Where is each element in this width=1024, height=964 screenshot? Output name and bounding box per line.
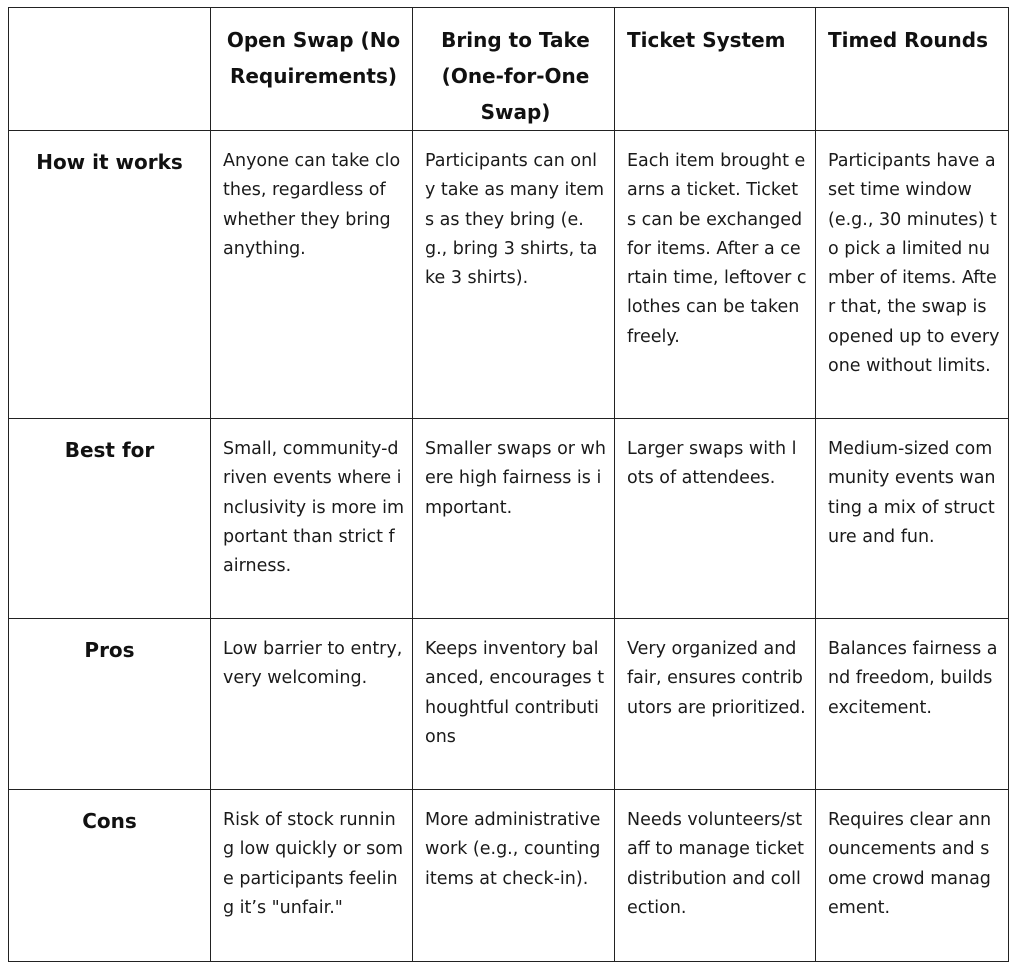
row-header xyxy=(9,790,211,962)
row-header xyxy=(9,131,211,419)
table-row xyxy=(9,131,1009,419)
table-cell xyxy=(816,790,1009,962)
cell-text: Participants can only take as many items as they bring (e.g., bring 3 shirts, take 3 shirts). xyxy=(425,151,605,289)
column-header-bring-to-take: Bring to Take (One-for-One Swap) xyxy=(441,28,590,124)
table-cell xyxy=(816,619,1009,790)
cell-text: Requires clear announcements and some crowd management. xyxy=(828,810,992,918)
column-header-ticket-system: Ticket System xyxy=(627,28,786,52)
table-row xyxy=(9,790,1009,962)
table-cell xyxy=(211,619,413,790)
cell-text: Risk of stock running low quickly or some participants feeling it’s "unfair." xyxy=(223,810,404,918)
row-label-how-it-works: How it works xyxy=(36,150,183,174)
comparison-table xyxy=(8,7,1009,962)
table-cell xyxy=(413,419,615,619)
column-header xyxy=(413,8,615,131)
table-cell xyxy=(615,790,816,962)
cell-text: Anyone can take clothes, regardless of whether they bring anything. xyxy=(223,151,401,259)
cell-text: Low barrier to entry, very welcoming. xyxy=(223,639,403,689)
cell-text: Keeps inventory balanced, encourages thoughtful contributions xyxy=(425,639,605,747)
cell-text: More administrative work (e.g., counting items at check-in). xyxy=(425,810,601,889)
cell-text: Very organized and fair, ensures contributors are prioritized. xyxy=(627,639,806,718)
cell-text: Smaller swaps or where high fairness is important. xyxy=(425,439,606,518)
table-cell xyxy=(816,131,1009,419)
table-cell xyxy=(211,131,413,419)
table-cell xyxy=(816,419,1009,619)
cell-text: Balances fairness and freedom, builds excitement. xyxy=(828,639,998,718)
row-header xyxy=(9,619,211,790)
column-header-timed-rounds: Timed Rounds xyxy=(828,28,989,52)
row-label-best-for: Best for xyxy=(64,438,155,462)
cell-text: Medium-sized community events wanting a mix of structure and fun. xyxy=(828,439,996,547)
table-cell xyxy=(413,619,615,790)
table-cell xyxy=(211,419,413,619)
cell-text: Larger swaps with lots of attendees. xyxy=(627,439,797,489)
cell-text: Small, community-driven events where inclusivity is more important than strict fairness. xyxy=(223,439,404,577)
table-cell xyxy=(211,790,413,962)
cell-text: Needs volunteers/staff to manage ticket distribution and collection. xyxy=(627,810,804,918)
table-cell xyxy=(615,131,816,419)
cell-text: Participants have a set time window (e.g., 30 minutes) to pick a limited number of items. After that, the swap is opened up to everyone without limits. xyxy=(828,151,1000,377)
row-label-pros: Pros xyxy=(84,638,135,662)
column-header xyxy=(211,8,413,131)
row-header xyxy=(9,419,211,619)
column-header xyxy=(615,8,816,131)
column-header-open-swap: Open Swap (No Requirements) xyxy=(226,28,401,88)
column-header xyxy=(816,8,1009,131)
table-row xyxy=(9,419,1009,619)
cell-text: Each item brought earns a ticket. Tickets can be exchanged for items. After a certain time, leftover clothes can be taken freely. xyxy=(627,151,807,347)
table-cell xyxy=(615,419,816,619)
table-header-row xyxy=(9,8,1009,131)
table-cell xyxy=(615,619,816,790)
corner-cell xyxy=(9,8,211,131)
table-row xyxy=(9,619,1009,790)
table-cell xyxy=(413,790,615,962)
row-label-cons: Cons xyxy=(82,809,137,833)
table-cell xyxy=(413,131,615,419)
